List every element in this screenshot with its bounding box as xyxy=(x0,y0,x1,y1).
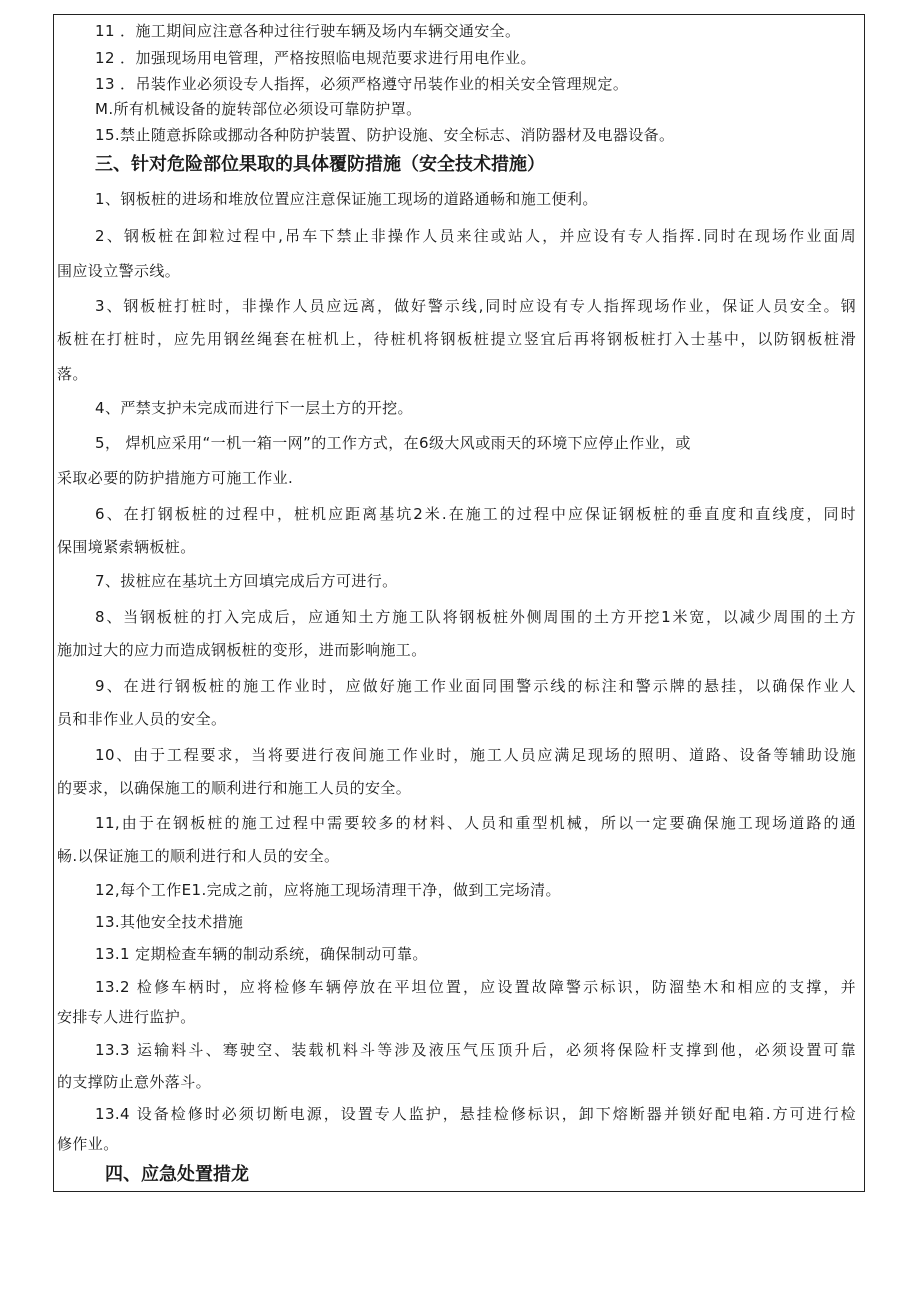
section-3-heading: 三、针对危险部位果取的具体覆防措施（安全技术措施） xyxy=(95,154,545,175)
para-3-line-3: 落。 xyxy=(57,365,88,383)
para-9-line-2: 员和非作业人员的安全。 xyxy=(57,710,227,728)
para-8-line-1: 8、当钢板桩的打入完成后，应通知土方施工队将钢板桩外侧周围的土方开挖1米宽，以减少周围的土方 xyxy=(95,608,856,626)
para-9-line-1: 9、在进行钢板桩的施工作业时，应做好施工作业面同围警示线的标注和警示牌的悬挂，以确保作业人 xyxy=(95,677,856,695)
para-7: 7、拔桩应在基坑土方回填完成后方可进行。 xyxy=(95,572,398,590)
item-15: 15.禁止随意拆除或挪动各种防护装置、防护设施、安全标志、消防器材及电器设备。 xyxy=(95,126,675,144)
para-5-line-1: 5， 焊机应采用“一机一箱一网”的工作方式，在6级大风或雨天的环境下应停止作业，或 xyxy=(95,434,691,452)
para-2-line-1: 2、钢板桩在卸粒过程中,吊车下禁止非操作人员来往或站人，并应设有专人指挥.同时在现场作业面周 xyxy=(95,227,856,245)
para-11-line-1: 11,由于在钢板桩的施工过程中需要较多的材料、人员和重型机械，所以一定要确保施工现场道路的通 xyxy=(95,814,856,832)
para-13: 13.其他安全技术措施 xyxy=(95,913,244,931)
para-13-2-line-1: 13.2 检修车柄时，应将检修车辆停放在平坦位置，应设置故障警示标识，防溜垫木和相应的支撑，并 xyxy=(95,978,856,996)
para-11-line-2: 畅.以保证施工的顺利进行和人员的安全。 xyxy=(57,847,340,865)
para-5-line-2: 采取必要的防护措施方可施工作业. xyxy=(57,469,294,487)
para-6-line-1: 6、在打钢板桩的过程中，桩机应距离基坑2米.在施工的过程中应保证钢板桩的垂直度和直线度，同时 xyxy=(95,505,856,523)
para-3-line-2: 板桩在打桩时，应先用钢丝绳套在桩机上，待桩机将钢板桩提立竖宜后再将钢板桩打入士基中，以防钢板桩滑 xyxy=(57,330,856,348)
para-3-line-1: 3、钢板桩打桩时，非操作人员应远离，做好警示线,同时应设有专人指挥现场作业，保证人员安全。钢 xyxy=(95,297,856,315)
section-4-heading: 四、应急处置措龙 xyxy=(105,1164,249,1185)
item-14: M.所有机械设备的旋转部位必须设可靠防护罩。 xyxy=(95,100,422,118)
para-13-3-line-1: 13.3 运输料斗、骞驶空、装载机料斗等涉及液压气压顶升后，必须将保险杆支撑到他，必须设置可靠 xyxy=(95,1041,856,1059)
para-13-4-line-1: 13.4 设备检修时必须切断电源，设置专人监护，悬挂检修标识，卸下熔断器并锁好配电箱.方可进行检 xyxy=(95,1105,856,1123)
para-13-2-line-2: 安排专人进行监护。 xyxy=(57,1008,196,1026)
para-13-1: 13.1 定期检查车辆的制动系统，确保制动可靠。 xyxy=(95,945,428,963)
para-10-line-2: 的要求，以确保施工的顺利进行和施工人员的安全。 xyxy=(57,779,412,797)
para-10-line-1: 10、由于工程要求，当将要进行夜间施工作业时，施工人员应满足现场的照明、道路、设备等辅助设施 xyxy=(95,746,856,764)
para-2-line-2: 围应设立警示线。 xyxy=(57,262,181,280)
para-13-3-line-2: 的支撑防止意外落斗。 xyxy=(57,1073,212,1091)
para-1: 1、钢板桩的进场和堆放位置应注意保证施工现场的道路通畅和施工便利。 xyxy=(95,190,598,208)
para-13-4-line-2: 修作业。 xyxy=(57,1135,119,1153)
item-13: 13 ．吊装作业必须设专人指挥，必须严格遵守吊装作业的相关安全管理规定。 xyxy=(95,75,629,93)
para-12: 12,每个工作E1.完成之前，应将施工现场清理干净，做到工完场清。 xyxy=(95,881,561,899)
para-6-line-2: 保围境紧索辆板桩。 xyxy=(57,538,196,556)
item-12: 12 ．加强现场用电管理，严格按照临电规范要求进行用电作业。 xyxy=(95,49,536,67)
para-4: 4、严禁支护未完成而进行下一层土方的开挖。 xyxy=(95,399,413,417)
item-11: 11 ．施工期间应注意各种过往行驶车辆及场内车辆交通安全。 xyxy=(95,22,521,40)
para-8-line-2: 施加过大的应力而造成钢板桩的变形，进而影响施工。 xyxy=(57,641,427,659)
